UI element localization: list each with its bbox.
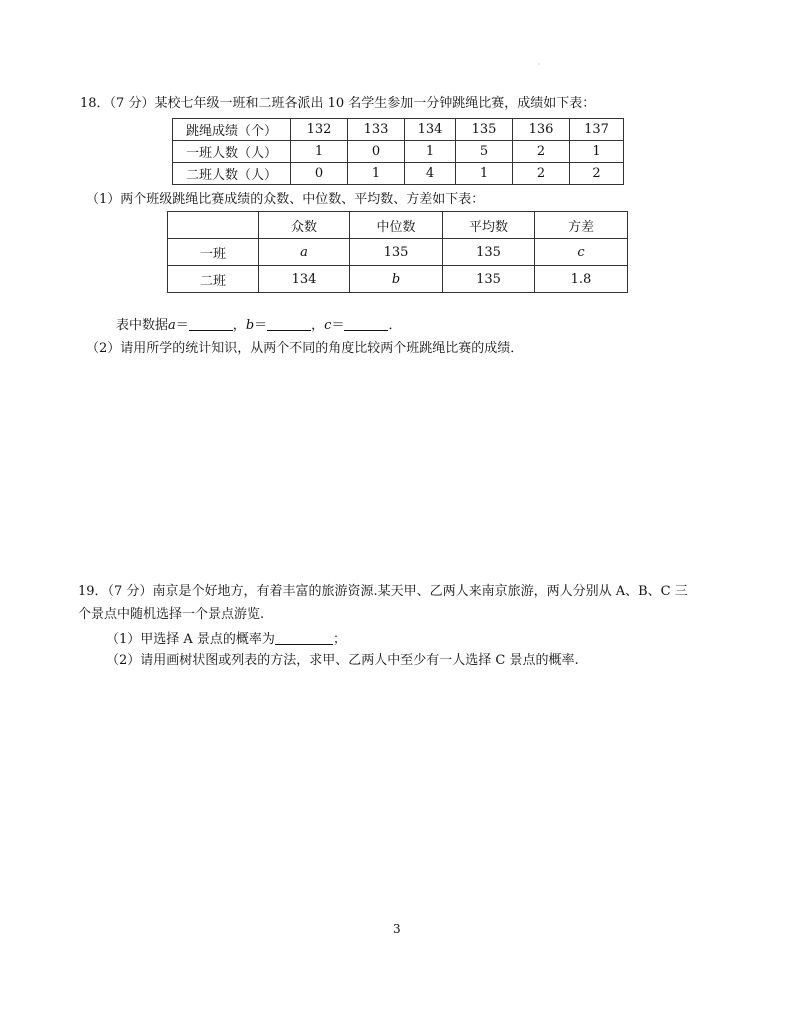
score-table-cell: 一班人数（人） xyxy=(173,141,291,163)
score-table xyxy=(172,118,624,185)
q19-part1-end: ； xyxy=(332,632,346,647)
score-table-cell: 1 xyxy=(348,163,405,185)
stats-table-header-cell: 中位数 xyxy=(350,212,443,239)
score-table-header-cell: 133 xyxy=(348,119,405,141)
stats-table-header-cell xyxy=(168,212,259,239)
q18-fill-line xyxy=(116,316,401,335)
separator: ， xyxy=(311,318,325,333)
equals-sign: ＝ xyxy=(175,318,189,333)
score-table-cell: 1 xyxy=(456,163,513,185)
score-table-header-row xyxy=(173,119,624,141)
separator: ， xyxy=(232,318,246,333)
score-table-cell: 二班人数（人） xyxy=(173,163,291,185)
stats-table-header-cell: 方差 xyxy=(535,212,628,239)
score-table-cell: 2 xyxy=(513,163,570,185)
stats-table-row xyxy=(168,239,628,266)
score-table-cell: 0 xyxy=(291,163,348,185)
var-c: c xyxy=(324,318,332,333)
q19-part2: （2）请用画树状图或列表的方法，求甲、乙两人中至少有一人选择 C 景点的概率. xyxy=(106,653,579,668)
equals-sign: ＝ xyxy=(331,318,345,333)
stats-table-cell: c xyxy=(535,239,628,266)
answer-blank-a[interactable] xyxy=(189,316,233,331)
q19-line1: 19．（7 分）南京是个好地方，有着丰富的旅游资源.某天甲、乙两人来南京旅游，两人分别从 A、B、C 三 xyxy=(78,584,688,599)
score-table-cell: 5 xyxy=(456,141,513,163)
stats-table-cell: 135 xyxy=(443,266,535,293)
score-table-cell: 2 xyxy=(570,163,624,185)
fill-prefix: 表中数据 xyxy=(116,318,169,333)
stats-table-header-row xyxy=(168,212,628,239)
q19-part1-text: （1）甲选择 A 景点的概率为 xyxy=(106,632,275,647)
score-table-header-cell: 跳绳成绩（个） xyxy=(173,119,291,141)
page-number: 3 xyxy=(393,922,401,936)
stats-table-cell: 一班 xyxy=(168,239,259,266)
score-table-cell: 1 xyxy=(405,141,456,163)
score-table-header-cell: 134 xyxy=(405,119,456,141)
score-table-header-cell: 136 xyxy=(513,119,570,141)
stats-table-cell: 二班 xyxy=(168,266,259,293)
q18-part2: （2）请用所学的统计知识，从两个不同的角度比较两个班跳绳比赛的成绩． xyxy=(86,341,524,356)
q18-title: 18．（7 分）某校七年级一班和二班各派出 10 名学生参加一分钟跳绳比赛，成绩如下表： xyxy=(80,96,596,111)
score-table-row xyxy=(173,141,624,163)
answer-blank-probability[interactable] xyxy=(275,630,333,645)
var-a: a xyxy=(168,318,176,333)
stats-table-cell: 135 xyxy=(350,239,443,266)
stats-table-cell: a xyxy=(259,239,350,266)
score-table-cell: 4 xyxy=(405,163,456,185)
stats-table-header-cell: 众数 xyxy=(259,212,350,239)
stats-table-cell: 135 xyxy=(443,239,535,266)
stats-table-cell: b xyxy=(350,266,443,293)
var-b: b xyxy=(245,318,255,333)
score-table-cell: 2 xyxy=(513,141,570,163)
score-table-header-cell: 137 xyxy=(570,119,624,141)
stats-table-cell: 1.8 xyxy=(535,266,628,293)
stats-table-header-cell: 平均数 xyxy=(443,212,535,239)
score-table-row xyxy=(173,163,624,185)
q19-line2: 个景点中随机选择一个景点游览. xyxy=(78,607,265,622)
answer-blank-c[interactable] xyxy=(344,316,388,331)
stats-table-cell: 134 xyxy=(259,266,350,293)
fill-end: ． xyxy=(388,318,402,333)
score-table-header-cell: 132 xyxy=(291,119,348,141)
score-table-cell: 0 xyxy=(348,141,405,163)
answer-blank-b[interactable] xyxy=(267,316,311,331)
q19-part1 xyxy=(106,630,346,649)
page-mark: · xyxy=(538,60,541,69)
score-table-cell: 1 xyxy=(570,141,624,163)
q18-part1: （1）两个班级跳绳比赛成绩的众数、中位数、平均数、方差如下表： xyxy=(86,192,485,207)
stats-table xyxy=(167,211,628,293)
score-table-header-cell: 135 xyxy=(456,119,513,141)
score-table-cell: 1 xyxy=(291,141,348,163)
equals-sign: ＝ xyxy=(254,318,268,333)
stats-table-row xyxy=(168,266,628,293)
